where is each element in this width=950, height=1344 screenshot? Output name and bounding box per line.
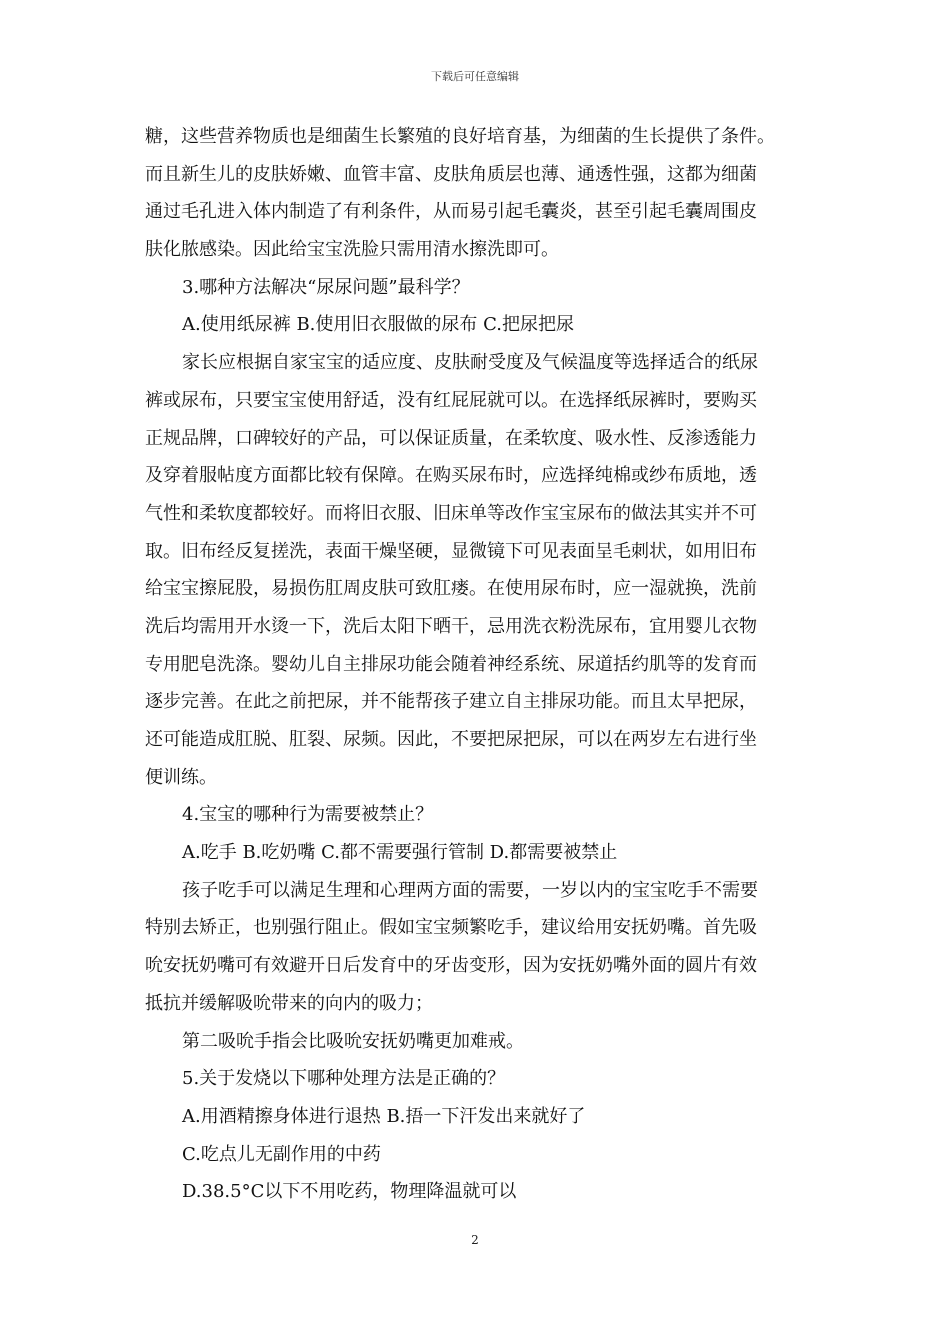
document-body xyxy=(145,118,807,1211)
text-line: 给宝宝擦屁股，易损伤肛周皮肤可致肛瘘。在使用尿布时，应一湿就换，洗前 xyxy=(145,578,757,600)
page-number: 2 xyxy=(471,1233,479,1247)
question-heading: 3.哪种方法解决“尿尿问题”最科学？ xyxy=(182,276,470,298)
text-line: 抵抗并缓解吸吮带来的向内的吸力； xyxy=(145,992,433,1014)
answer-options: A.吃手 B.吃奶嘴 C.都不需要强行管制 D.都需要被禁止 xyxy=(182,842,618,864)
text-line: 家长应根据自家宝宝的适应度、皮肤耐受度及气候温度等选择适合的纸尿 xyxy=(182,352,758,374)
text-line: 孩子吃手可以满足生理和心理两方面的需要，一岁以内的宝宝吃手不需要 xyxy=(182,879,758,901)
answer-options: A.用酒精擦身体进行退热 B.捂一下汗发出来就好了 xyxy=(182,1105,586,1127)
answer-options: C.吃点儿无副作用的中药 xyxy=(182,1143,381,1165)
text-line: 通过毛孔进入体内制造了有利条件，从而易引起毛囊炎，甚至引起毛囊周围皮 xyxy=(145,201,757,223)
text-line: 特别去矫正，也别强行阻止。假如宝宝频繁吃手，建议给用安抚奶嘴。首先吸 xyxy=(145,917,757,939)
question-heading: 4.宝宝的哪种行为需要被禁止？ xyxy=(182,804,434,826)
text-line: 专用肥皂洗涤。婴幼儿自主排尿功能会随着神经系统、尿道括约肌等的发育而 xyxy=(145,653,757,675)
text-line: 肤化脓感染。因此给宝宝洗脸只需用清水擦洗即可。 xyxy=(145,239,559,261)
text-line: 还可能造成肛脱、肛裂、尿频。因此，不要把尿把尿，可以在两岁左右进行坐 xyxy=(145,729,757,750)
text-line: 正规品牌，口碑较好的产品，可以保证质量，在柔软度、吸水性、反渗透能力 xyxy=(145,427,757,449)
text-line: 洗后均需用开水烫一下，洗后太阳下晒干，忌用洗衣粉洗尿布，宜用婴儿衣物 xyxy=(145,615,757,637)
text-line: 吮安抚奶嘴可有效避开日后发育中的牙齿变形，因为安抚奶嘴外面的圆片有效 xyxy=(145,955,757,977)
page-header: 下载后可任意编辑 xyxy=(431,70,519,83)
text-line: 取。旧布经反复搓洗，表面干燥坚硬，显微镜下可见表面呈毛刺状，如用旧布 xyxy=(145,540,757,562)
text-line: 而且新生儿的皮肤娇嫩、血管丰富、皮肤角质层也薄、通透性强，这都为细菌 xyxy=(145,163,757,185)
text-line: 及穿着服帖度方面都比较有保障。在购买尿布时，应选择纯棉或纱布质地，透 xyxy=(145,465,757,487)
question-heading: 5.关于发烧以下哪种处理方法是正确的？ xyxy=(182,1068,506,1090)
text-line: 气性和柔软度都较好。而将旧衣服、旧床单等改作宝宝尿布的做法其实并不可 xyxy=(145,502,757,524)
text-line: 裤或尿布，只要宝宝使用舒适，没有红屁屁就可以。在选择纸尿裤时，要购买 xyxy=(145,389,757,411)
answer-options: A.使用纸尿裤 B.使用旧衣服做的尿布 C.把尿把尿 xyxy=(182,314,574,336)
text-line: 糖，这些营养物质也是细菌生长繁殖的良好培育基，为细菌的生长提供了条件。 xyxy=(145,126,775,147)
text-line: 便训练。 xyxy=(145,766,217,788)
answer-options: D.38.5°C以下不用吃药，物理降温就可以 xyxy=(182,1181,517,1203)
text-line: 第二吸吮手指会比吸吮安抚奶嘴更加难戒。 xyxy=(182,1030,524,1052)
text-line: 逐步完善。在此之前把尿，并不能帮孩子建立自主排尿功能。而且太早把尿， xyxy=(145,691,757,713)
